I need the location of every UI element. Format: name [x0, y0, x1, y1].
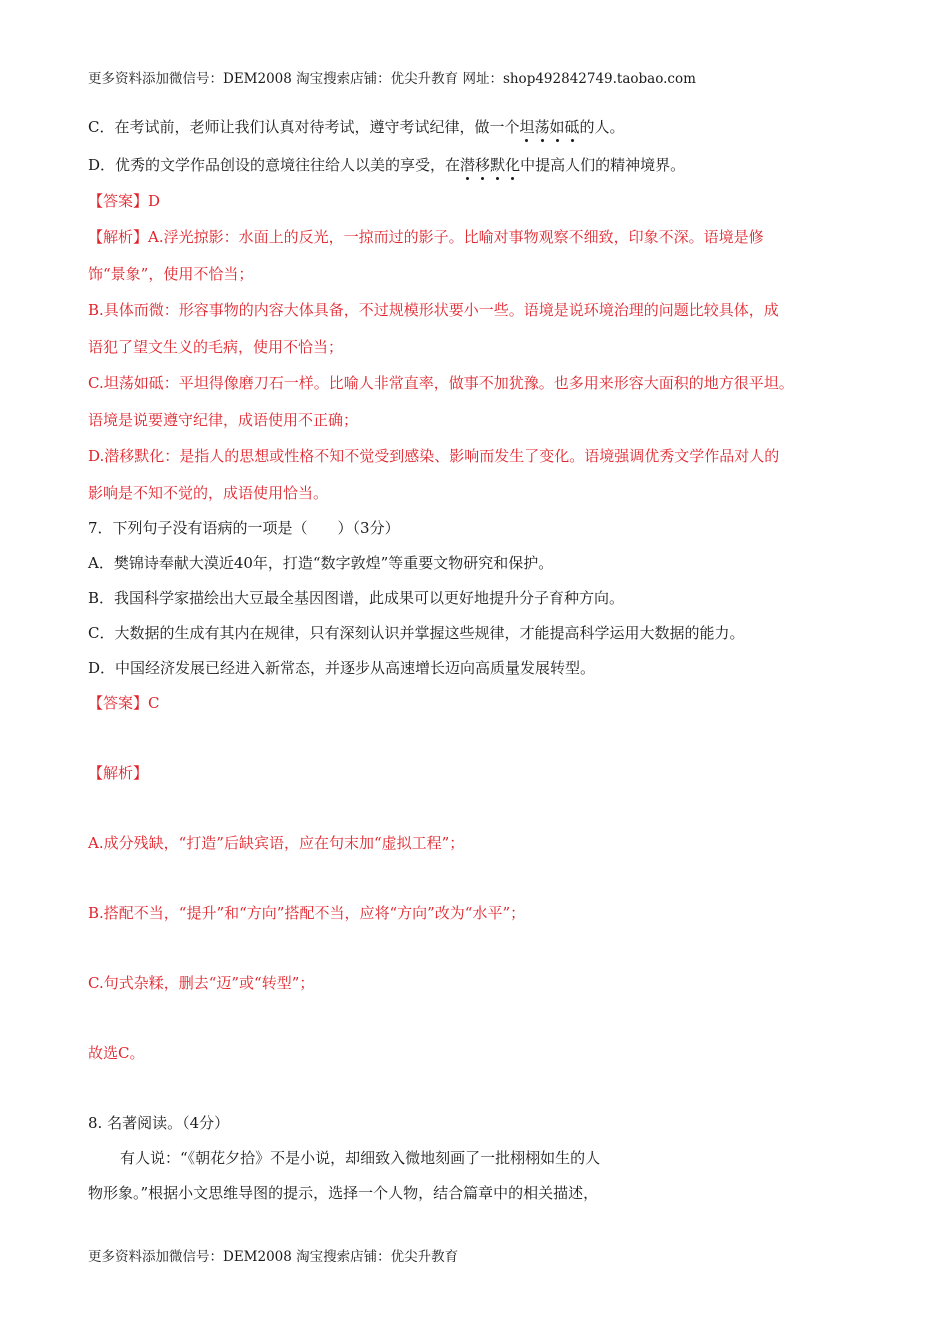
- q6-analysis-line: B.具体而微：形容事物的内容大体具备，不过规模形状要小一些。语境是说环境治理的问题比较具体，成: [88, 301, 779, 319]
- emphasis-char: 荡: [534, 118, 550, 136]
- q7-analysis-line: B.搭配不当，“提升”和“方向”搭配不当，应将“方向”改为“水平”；: [88, 904, 526, 922]
- q8-stem: 8. 名著阅读。（4分）: [88, 1114, 230, 1132]
- emphasis-char: 默: [490, 156, 506, 174]
- q6-analysis-line: D.潜移默化：是指人的思想或性格不知不觉受到感染、影响而发生了变化。语境强调优秀文学作品对人的: [88, 447, 780, 465]
- q8-body-line: 有人说：“《朝花夕拾》不是小说，却细致入微地刻画了一批栩栩如生的人: [120, 1149, 601, 1167]
- q8-body-line: 物形象。”根据小文思维导图的提示，选择一个人物，结合篇章中的相关描述，: [88, 1184, 599, 1202]
- q7-option-c: C．大数据的生成有其内在规律，只有深刻认识并掌握这些规律，才能提高科学运用大数据的能力。: [88, 624, 745, 642]
- q6-answer: 【答案】D: [88, 192, 161, 210]
- emphasis-char: 坦: [519, 118, 535, 136]
- q6-analysis-line: 影响是不知不觉的，成语使用恰当。: [88, 484, 329, 502]
- q6-analysis-line: 语境是说要遵守纪律，成语使用不正确；: [88, 411, 359, 429]
- q6-analysis-line: 语犯了望文生义的毛病，使用不恰当；: [88, 338, 344, 356]
- emphasis-char: 砥: [564, 118, 580, 136]
- emphasis-char: 化: [505, 156, 521, 174]
- q7-option-a: A．樊锦诗奉献大漠近40年，打造“数字敦煌”等重要文物研究和保护。: [88, 554, 554, 572]
- q6-option-c-pre: C．在考试前，老师让我们认真对待考试，遵守考试纪律，做一个: [88, 118, 520, 136]
- q7-stem: 7．下列句子没有语病的一项是（ ）（3分）: [88, 519, 400, 537]
- page-footer: 更多资料添加微信号：DEM2008 淘宝搜索店铺：优尖升教育: [88, 1249, 459, 1265]
- q7-conclusion: 故选C。: [88, 1044, 145, 1062]
- q6-analysis-line: C.坦荡如砥：平坦得像磨刀石一样。比喻人非常直率，做事不加犹豫。也多用来形容大面积的地方很平坦。: [88, 374, 794, 392]
- q7-analysis-title: 【解析】: [88, 764, 149, 782]
- q7-analysis-line: A.成分残缺，“打造”后缺宾语，应在句末加“虚拟工程”；: [88, 834, 465, 852]
- q7-option-d: D．中国经济发展已经进入新常态，并逐步从高速增长迈向高质量发展转型。: [88, 659, 596, 677]
- q7-answer: 【答案】C: [88, 694, 160, 712]
- emphasis-char: 如: [549, 118, 565, 136]
- emphasis-char: 移: [475, 156, 491, 174]
- q6-analysis-line: 饰“景象”，使用不恰当；: [88, 265, 254, 283]
- q6-analysis-line: 【解析】A.浮光掠影：水面上的反光，一掠而过的影子。比喻对事物观察不细致，印象不深。语境是修: [88, 228, 764, 246]
- q7-analysis-line: C.句式杂糅，删去“迈”或“转型”；: [88, 974, 315, 992]
- page-header: 更多资料添加微信号：DEM2008 淘宝搜索店铺：优尖升教育 网址：shop492842749.taobao.com: [88, 71, 696, 87]
- q6-option-c-post: 的人。: [579, 118, 625, 136]
- q6-option-d-post: 中提高人们的精神境界。: [520, 156, 686, 174]
- q6-option-d-pre: D．优秀的文学作品创设的意境往往给人以美的享受，在: [88, 156, 461, 174]
- q7-option-b: B．我国科学家描绘出大豆最全基因图谱，此成果可以更好地提升分子育种方向。: [88, 589, 625, 607]
- emphasis-char: 潜: [460, 156, 476, 174]
- q6-option-d: [88, 155, 685, 175]
- q6-option-c: [88, 117, 625, 137]
